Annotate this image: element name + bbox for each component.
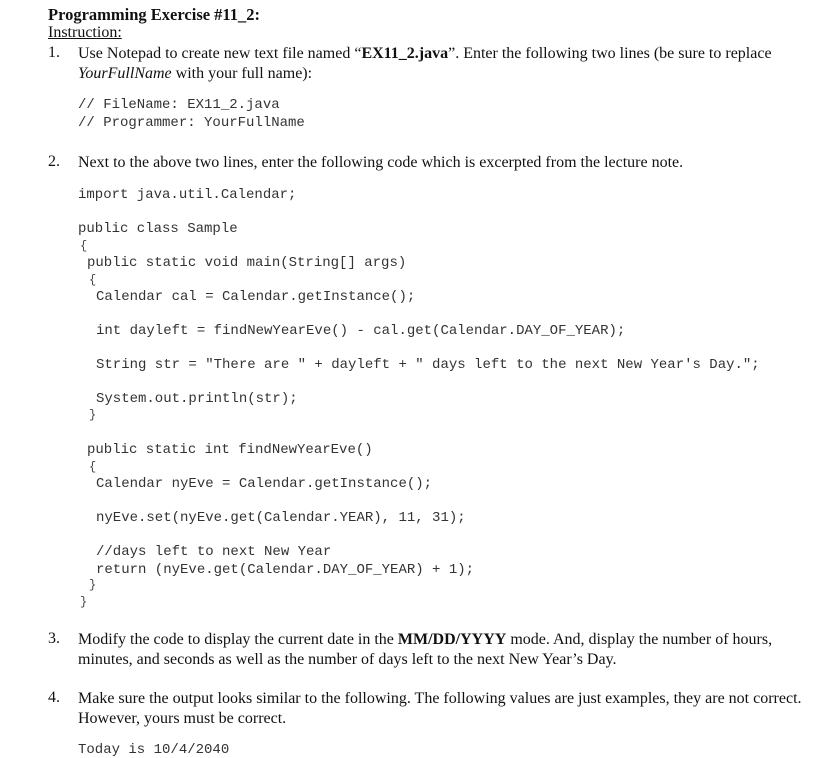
- code-find-decl: public static int findNewYearEve(): [87, 442, 373, 458]
- step-2-text: Next to the above two lines, enter the following code which is excerpted from the lecture note.: [78, 154, 684, 171]
- header-code-line-2: // Programmer: YourFullName: [78, 115, 305, 131]
- step-4-text: Make sure the output looks similar to the following. The following values are just examples, they are not correct. However, yours must be correct.: [78, 690, 802, 727]
- step-1-text: Use Notepad to create new text file named “EX11_2.java”. Enter the following two lines (be sure to replace YourFullName with your full name):: [78, 45, 772, 82]
- step-3-number: 3.: [48, 630, 60, 647]
- code-close-class: }: [80, 595, 88, 609]
- output-example: Today is 10/4/2040: [78, 742, 230, 758]
- instruction-label: Instruction:: [48, 24, 122, 41]
- code-close-main: }: [89, 408, 97, 422]
- code-set: nyEve.set(nyEve.get(Calendar.YEAR), 11, 31);: [96, 510, 466, 526]
- step-3-text: Modify the code to display the current date in the MM/DD/YYYY mode. And, display the number of hours, minutes, and seconds as well as the number of days left to the next New Year’s Day.: [78, 631, 773, 668]
- code-import: import java.util.Calendar;: [78, 187, 297, 203]
- code-comment: //days left to next New Year: [96, 544, 332, 560]
- code-str: String str = "There are " + dayleft + " days left to the next New Year's Day.";: [96, 357, 760, 373]
- code-main-decl: public static void main(String[] args): [87, 255, 407, 271]
- code-cal: Calendar cal = Calendar.getInstance();: [96, 289, 416, 305]
- code-nyeve: Calendar nyEve = Calendar.getInstance();: [96, 476, 433, 492]
- code-println: System.out.println(str);: [96, 391, 298, 407]
- code-class-decl: public class Sample: [78, 221, 238, 237]
- code-return: return (nyEve.get(Calendar.DAY_OF_YEAR) + 1);: [96, 562, 475, 578]
- header-code-line-1: // FileName: EX11_2.java: [78, 97, 280, 113]
- code-open-main: {: [89, 273, 97, 287]
- code-dayleft: int dayleft = findNewYearEve() - cal.get(Calendar.DAY_OF_YEAR);: [96, 323, 626, 339]
- code-open-find: {: [89, 460, 97, 474]
- code-open-class: {: [80, 239, 88, 253]
- step-4-number: 4.: [48, 689, 60, 706]
- code-close-find: }: [89, 578, 97, 592]
- step-2-number: 2.: [48, 153, 60, 170]
- step-1-number: 1.: [48, 44, 60, 61]
- exercise-title: Programming Exercise #11_2:: [48, 5, 261, 24]
